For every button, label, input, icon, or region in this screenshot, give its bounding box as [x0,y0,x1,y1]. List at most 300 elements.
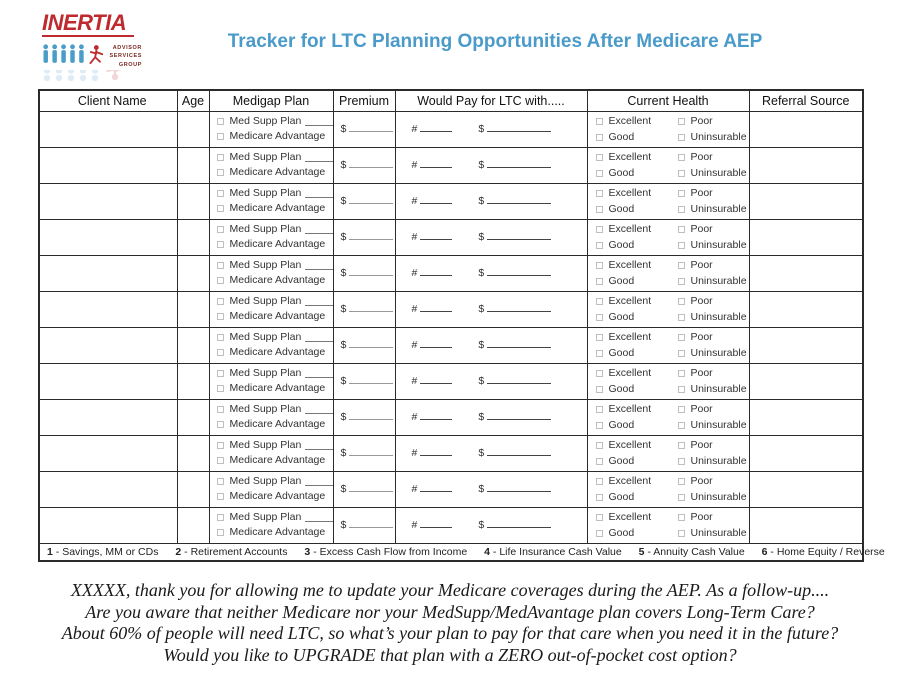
ltc-payment-cell [395,291,587,327]
med-supp-plan-checkbox [217,226,224,233]
medicare-advantage-label: Medicare Advantage [229,454,326,466]
med-supp-plan-label: Med Supp Plan [229,115,302,127]
uninsurable-label: Uninsurable [690,454,747,467]
med-supp-plan-label: Med Supp Plan [229,439,302,451]
uninsurable-label: Uninsurable [690,490,747,503]
col-header-client-name: Client Name [39,90,177,111]
med-supp-plan-blank [305,297,332,306]
pay-amount-blank [487,483,551,492]
medigap-plan-cell [209,147,333,183]
legend-cell [39,543,885,561]
premium-cell [333,399,395,435]
medicare-advantage-label: Medicare Advantage [229,202,326,214]
referral-source-cell [749,363,863,399]
current-health-cell [587,435,749,471]
uninsurable-label: Uninsurable [690,202,747,215]
client-name-cell [39,399,177,435]
uninsurable-checkbox [678,530,685,537]
premium-cell [333,147,395,183]
client-name-cell [39,219,177,255]
med-supp-plan-checkbox [217,442,224,449]
logo-tagline-line: SERVICES [109,53,142,60]
poor-label: Poor [690,258,713,271]
col-header-medigap-plan: Medigap Plan [209,90,333,111]
med-supp-plan-label: Med Supp Plan [229,403,302,415]
good-label: Good [608,166,635,179]
current-health-cell [587,147,749,183]
table-row [39,435,863,471]
med-supp-plan-label: Med Supp Plan [229,187,302,199]
med-supp-plan-checkbox [217,118,224,125]
medigap-plan-cell [209,435,333,471]
poor-checkbox [678,154,685,161]
medigap-plan-cell [209,291,333,327]
uninsurable-label: Uninsurable [690,238,747,251]
pay-count-blank [420,195,452,204]
legend-label: Retirement Accounts [190,545,288,558]
uninsurable-label: Uninsurable [690,130,747,143]
excellent-label: Excellent [608,114,652,127]
medigap-plan-cell [209,111,333,147]
med-supp-plan-blank [305,441,332,450]
uninsurable-label: Uninsurable [690,166,747,179]
excellent-checkbox [596,514,603,521]
good-label: Good [608,382,635,395]
poor-label: Poor [690,510,713,523]
client-name-cell [39,327,177,363]
age-cell [177,327,209,363]
table-body [39,111,863,543]
col-header-referral-source: Referral Source [749,90,863,111]
current-health-cell [587,363,749,399]
age-cell [177,147,209,183]
medicare-advantage-label: Medicare Advantage [229,490,326,502]
number-sign: # [411,375,418,387]
good-label: Good [608,418,635,431]
current-health-cell [587,111,749,147]
uninsurable-checkbox [678,386,685,393]
current-health-cell [587,291,749,327]
pay-amount-blank [487,447,551,456]
med-supp-plan-label: Med Supp Plan [229,367,302,379]
current-health-cell [587,183,749,219]
premium-blank [349,375,393,384]
uninsurable-label: Uninsurable [690,526,747,539]
excellent-checkbox [596,226,603,233]
pay-count-blank [420,519,452,528]
legend-item: 5 - Annuity Cash Value [638,545,745,558]
dollar-sign: $ [340,519,347,531]
legend-label: Excess Cash Flow from Income [319,545,468,558]
premium-cell [333,255,395,291]
referral-source-cell [749,111,863,147]
table-row [39,183,863,219]
pay-count-blank [420,267,452,276]
referral-source-cell [749,255,863,291]
premium-blank [349,303,393,312]
dollar-sign: $ [478,123,485,135]
med-supp-plan-label: Med Supp Plan [229,295,302,307]
excellent-checkbox [596,370,603,377]
pay-count-blank [420,411,452,420]
medicare-advantage-checkbox [217,133,224,140]
good-checkbox [596,458,603,465]
dollar-sign: $ [478,339,485,351]
premium-blank [349,231,393,240]
excellent-label: Excellent [608,474,652,487]
legend-item: 2 - Retirement Accounts [175,545,288,558]
poor-checkbox [678,334,685,341]
age-cell [177,471,209,507]
medicare-advantage-checkbox [217,277,224,284]
premium-blank [349,519,393,528]
ltc-payment-cell [395,219,587,255]
medicare-advantage-checkbox [217,241,224,248]
dollar-sign: $ [478,195,485,207]
med-supp-plan-checkbox [217,406,224,413]
dollar-sign: $ [478,483,485,495]
med-supp-plan-blank [305,333,332,342]
number-sign: # [411,231,418,243]
excellent-label: Excellent [608,186,652,199]
poor-checkbox [678,478,685,485]
med-supp-plan-checkbox [217,478,224,485]
premium-cell [333,363,395,399]
medicare-advantage-checkbox [217,349,224,356]
med-supp-plan-blank [305,513,332,522]
current-health-cell [587,399,749,435]
uninsurable-checkbox [678,170,685,177]
page-title: Tracker for LTC Planning Opportunities After Medicare AEP [227,31,763,52]
poor-label: Poor [690,366,713,379]
uninsurable-label: Uninsurable [690,382,747,395]
excellent-checkbox [596,406,603,413]
med-supp-plan-label: Med Supp Plan [229,223,302,235]
premium-cell [333,327,395,363]
table-header-row [39,90,863,111]
uninsurable-checkbox [678,314,685,321]
age-cell [177,363,209,399]
good-checkbox [596,134,603,141]
legend-num: 4 [484,545,490,558]
number-sign: # [411,411,418,423]
excellent-checkbox [596,442,603,449]
poor-label: Poor [690,294,713,307]
tracker-table [38,89,885,562]
uninsurable-checkbox [678,494,685,501]
client-name-cell [39,471,177,507]
logo-reflection [42,70,142,82]
poor-checkbox [678,442,685,449]
dollar-sign: $ [478,231,485,243]
excellent-label: Excellent [608,294,652,307]
medigap-plan-cell [209,255,333,291]
logo-tagline-line: GROUP [118,61,142,68]
med-supp-plan-blank [305,117,332,126]
table-row [39,255,863,291]
dollar-sign: $ [478,375,485,387]
pay-amount-blank [487,267,551,276]
current-health-cell [587,327,749,363]
pay-amount-blank [487,159,551,168]
dollar-sign: $ [340,123,347,135]
good-label: Good [608,202,635,215]
medicare-advantage-checkbox [217,421,224,428]
client-name-cell [39,291,177,327]
logo-underline [42,35,134,37]
medicare-advantage-checkbox [217,457,224,464]
client-name-cell [39,147,177,183]
poor-checkbox [678,190,685,197]
legend-num: 2 [175,545,182,558]
client-name-cell [39,435,177,471]
ltc-payment-cell [395,399,587,435]
excellent-label: Excellent [608,150,652,163]
medigap-plan-cell [209,219,333,255]
medigap-plan-cell [209,507,333,543]
excellent-checkbox [596,478,603,485]
pay-count-blank [420,447,452,456]
referral-source-cell [749,183,863,219]
poor-label: Poor [690,186,713,199]
ltc-payment-cell [395,507,587,543]
uninsurable-checkbox [678,242,685,249]
number-sign: # [411,123,418,135]
number-sign: # [411,159,418,171]
good-checkbox [596,278,603,285]
current-health-cell [587,507,749,543]
good-checkbox [596,314,603,321]
medicare-advantage-label: Medicare Advantage [229,382,326,394]
col-header-would-pay: Would Pay for LTC with..... [395,90,587,111]
excellent-checkbox [596,334,603,341]
referral-source-cell [749,291,863,327]
age-cell [177,507,209,543]
dollar-sign: $ [340,375,347,387]
poor-checkbox [678,118,685,125]
age-cell [177,291,209,327]
med-supp-plan-checkbox [217,514,224,521]
dollar-sign: $ [478,411,485,423]
referral-source-cell [749,219,863,255]
pay-amount-blank [487,231,551,240]
excellent-label: Excellent [608,510,652,523]
med-supp-plan-blank [305,189,332,198]
poor-checkbox [678,298,685,305]
number-sign: # [411,339,418,351]
med-supp-plan-blank [305,153,332,162]
dollar-sign: $ [340,267,347,279]
poor-checkbox [678,370,685,377]
pay-amount-blank [487,123,551,132]
good-checkbox [596,350,603,357]
med-supp-plan-checkbox [217,370,224,377]
dollar-sign: $ [478,159,485,171]
ltc-payment-cell [395,183,587,219]
excellent-label: Excellent [608,330,652,343]
number-sign: # [411,519,418,531]
age-cell [177,183,209,219]
med-supp-plan-blank [305,369,332,378]
premium-blank [349,195,393,204]
number-sign: # [411,267,418,279]
closing-script-line: XXXXX, thank you for allowing me to update your Medicare coverages during the AEP. As a follow-up.... [70,580,830,600]
good-label: Good [608,238,635,251]
medicare-advantage-label: Medicare Advantage [229,418,326,430]
poor-label: Poor [690,222,713,235]
good-label: Good [608,490,635,503]
col-header-premium: Premium [333,90,395,111]
dollar-sign: $ [478,303,485,315]
medicare-advantage-label: Medicare Advantage [229,526,326,538]
med-supp-plan-label: Med Supp Plan [229,259,302,271]
ltc-payment-cell [395,147,587,183]
good-checkbox [596,422,603,429]
pay-amount-blank [487,519,551,528]
current-health-cell [587,471,749,507]
medigap-plan-cell [209,183,333,219]
med-supp-plan-blank [305,405,332,414]
med-supp-plan-checkbox [217,190,224,197]
medicare-advantage-label: Medicare Advantage [229,310,326,322]
poor-label: Poor [690,438,713,451]
uninsurable-checkbox [678,350,685,357]
age-cell [177,111,209,147]
premium-blank [349,483,393,492]
good-checkbox [596,170,603,177]
medicare-advantage-label: Medicare Advantage [229,238,326,250]
uninsurable-label: Uninsurable [690,418,747,431]
pay-count-blank [420,231,452,240]
ltc-payment-cell [395,471,587,507]
dollar-sign: $ [340,195,347,207]
excellent-checkbox [596,154,603,161]
table-row [39,507,863,543]
logo-tagline-line: ADVISOR [112,45,142,51]
premium-cell [333,471,395,507]
uninsurable-label: Uninsurable [690,310,747,323]
referral-source-cell [749,471,863,507]
pay-count-blank [420,159,452,168]
referral-source-cell [749,327,863,363]
dollar-sign: $ [478,267,485,279]
medicare-advantage-checkbox [217,313,224,320]
running-figure-icon [90,45,102,63]
med-supp-plan-blank [305,261,332,270]
premium-blank [349,411,393,420]
poor-label: Poor [690,150,713,163]
good-label: Good [608,310,635,323]
closing-script-line: Would you like to UPGRADE that plan with a ZERO out-of-pocket cost option? [163,644,737,665]
legend-item: 3 - Excess Cash Flow from Income [304,545,468,558]
uninsurable-checkbox [678,206,685,213]
client-name-cell [39,507,177,543]
referral-source-cell [749,147,863,183]
legend-num: 5 [638,545,645,558]
legend-row [39,543,863,561]
pay-amount-blank [487,195,551,204]
good-checkbox [596,386,603,393]
excellent-checkbox [596,190,603,197]
pay-count-blank [420,303,452,312]
poor-checkbox [678,262,685,269]
medicare-advantage-label: Medicare Advantage [229,130,326,142]
poor-checkbox [678,406,685,413]
med-supp-plan-label: Med Supp Plan [229,331,302,343]
premium-cell [333,291,395,327]
referral-source-cell [749,435,863,471]
poor-checkbox [678,226,685,233]
number-sign: # [411,303,418,315]
closing-script-line: Are you aware that neither Medicare nor your MedSupp/MedAvantage plan covers Long-Term Care? [85,601,815,622]
ltc-payment-cell [395,255,587,291]
good-checkbox [596,494,603,501]
premium-cell [333,507,395,543]
table-row [39,147,863,183]
dollar-sign: $ [340,231,347,243]
poor-label: Poor [690,402,713,415]
excellent-label: Excellent [608,366,652,379]
legend-label: Home Equity / Reverse [776,545,885,558]
medicare-advantage-label: Medicare Advantage [229,346,326,358]
pay-amount-blank [487,375,551,384]
med-supp-plan-label: Med Supp Plan [229,511,302,523]
closing-script [0,580,900,666]
uninsurable-checkbox [678,422,685,429]
dollar-sign: $ [340,339,347,351]
pay-count-blank [420,339,452,348]
table-row [39,399,863,435]
pay-amount-blank [487,411,551,420]
table-row [39,327,863,363]
client-name-cell [39,363,177,399]
uninsurable-checkbox [678,278,685,285]
client-name-cell [39,255,177,291]
medicare-advantage-checkbox [217,529,224,536]
premium-blank [349,159,393,168]
logo-brand-text: INERTIA [42,10,127,35]
logo [42,12,142,82]
med-supp-plan-checkbox [217,154,224,161]
ltc-payment-cell [395,363,587,399]
medicare-advantage-checkbox [217,493,224,500]
pay-amount-blank [487,339,551,348]
med-supp-plan-blank [305,477,332,486]
pay-count-blank [420,483,452,492]
table-row [39,471,863,507]
premium-blank [349,339,393,348]
excellent-checkbox [596,118,603,125]
pay-count-blank [420,123,452,132]
good-checkbox [596,206,603,213]
legend-item: 6 - Home Equity / Reverse [761,545,885,558]
medicare-advantage-checkbox [217,385,224,392]
excellent-checkbox [596,298,603,305]
ltc-payment-cell [395,111,587,147]
legend-num: 6 [761,545,768,558]
uninsurable-checkbox [678,458,685,465]
good-checkbox [596,242,603,249]
dollar-sign: $ [340,159,347,171]
premium-cell [333,435,395,471]
good-label: Good [608,274,635,287]
good-label: Good [608,454,635,467]
current-health-cell [587,219,749,255]
referral-source-cell [749,399,863,435]
dollar-sign: $ [340,411,347,423]
poor-label: Poor [690,330,713,343]
number-sign: # [411,483,418,495]
